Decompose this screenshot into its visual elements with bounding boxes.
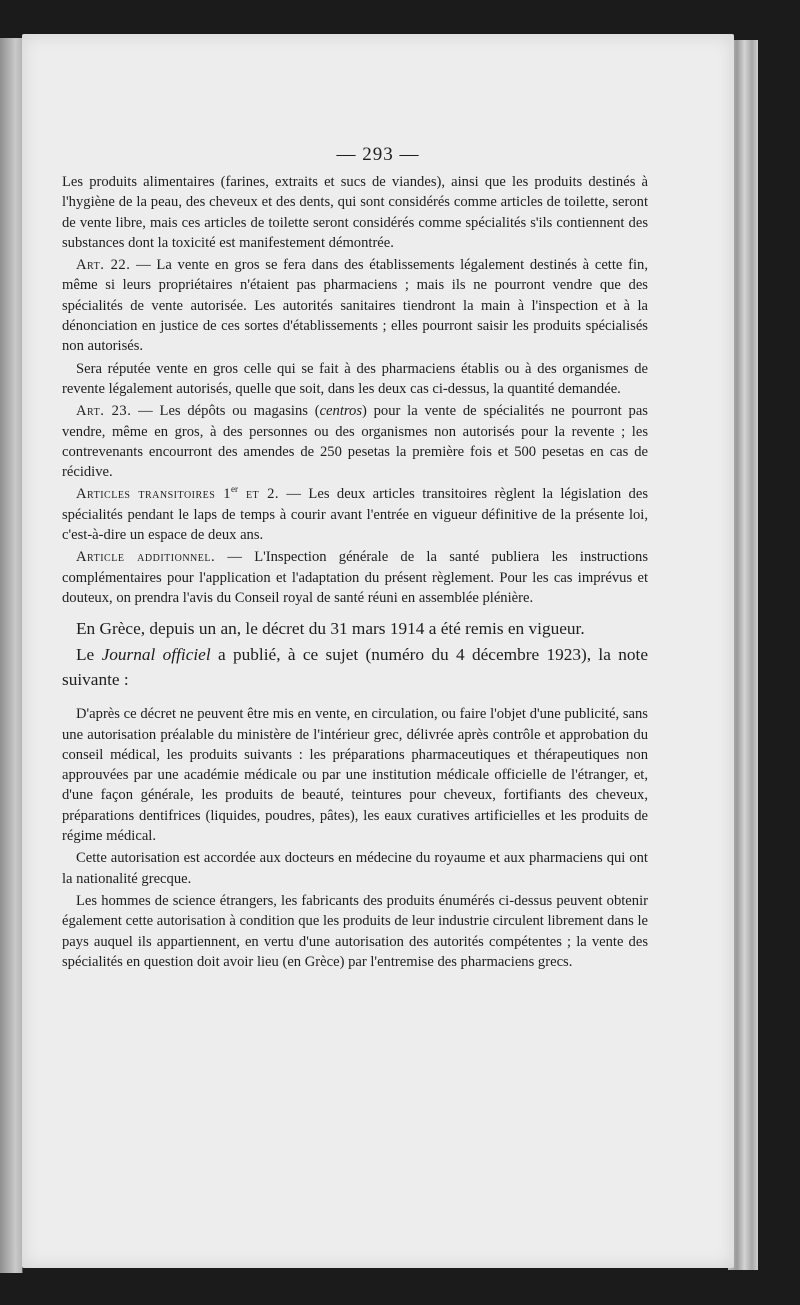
paragraph-art-22: Art. 22. — La vente en gros se fera dans des établissements légalement destinés à cette fin, même si leurs propriétaires n'étaient pas pharmaciens ; mais ils ne pourront vendre que des spécialités de vente autorisée. Les autorités sanitaires tiendront la main à l'inspection et à la dénonciation en justice de ces sortes d'établissements ; elles pourront saisir les produits spécialisés non autorisés. [62,257,648,355]
paragraph-journal-officiel: Le Journal officiel a publié, à ce sujet (numéro du 4 décembre 1923), la note suivante : [62,645,648,690]
paragraph-toilet-articles: Les produits alimentaires (farines, extraits et sucs de viandes), ainsi que les produits destinés à l'hygiène de la peau, des cheveux et des dents, qui sont considérés comme articles de toilette, seront de vente libre, mais ces articles de toilette seront considérés comme spécialités s'ils contiennent des substances dont la toxicité est manifestement démontrée. [62,174,648,251]
paragraph-authorization: Cette autorisation est accordée aux docteurs en médecine du royaume et aux pharmaciens qui ont la nationalité grecque. [62,850,648,887]
article-label: Art. 22. [76,257,131,274]
section-greece [62,616,648,692]
article-label: Art. 23. [76,403,132,420]
article-label: Articles transitoires 1 [76,486,232,503]
article-label: Article additionnel. [76,549,216,566]
page-number: — 293 — [336,144,420,165]
page-body [62,172,648,972]
paragraph-transitional-articles: Articles transitoires 1er et 2. — Les deux articles transitoires règlent la législation des spécialités pendant le laps de temps à courir avant l'entrée en vigueur définitive de la présente loi, c'est-à-dire un espace de deux ans. [62,484,648,544]
paragraph-decree-content: D'après ce décret ne peuvent être mis en vente, en circulation, ou faire l'objet d'une publicité, sans une autorisation préalable du ministère de l'intérieur grec, délivrée après contrôle et approbation du conseil médical, les produits suivants : les préparations pharmaceutiques et thérapeutiques non approuvées par une académie médicale ou par une institution médicale officielle de l'étranger, et, d'une façon générale, les produits de beauté, teintures pour cheveux, fortifiants des cheveux, préparations dentifrices (liquides, poudres, pâtes), les eaux curatives artificielles et les produits de régime médical. [62,706,648,845]
book-page [22,34,734,1268]
paragraph-greece-decree: En Grèce, depuis un an, le décret du 31 mars 1914 a été remis en vigueur. [76,619,585,639]
paragraph-foreign-manufacturers: Les hommes de science étrangers, les fabricants des produits énumérés ci-dessus peuvent obtenir également cette autorisation à condition que les produits de leur industrie circulent librement dans le pays auquel ils appartiennent, en vertu d'une autorisation des autorités compétentes ; la vente des spécialités en question doit avoir lieu (en Grèce) par l'entremise des pharmaciens grecs. [62,892,648,970]
paragraph-art-23: Art. 23. — Les dépôts ou magasins (centros) pour la vente de spécialités ne pourront pas vendre, même en gros, à des personnes ou des organismes non autorisés pour la revente ; les contrevenants encourront des amendes de 250 pesetas la première fois et 500 pesetas en cas de récidive. [62,403,648,481]
paragraph-wholesale-definition: Sera réputée vente en gros celle qui se fait à des pharmaciens établis ou à des organismes de revente légalement autorisés, quelle que soit, dans les deux cas ci-dessus, la quantité demandée. [62,360,648,397]
left-page-edge [0,38,23,1273]
paragraph-additional-article: Article additionnel. — L'Inspection générale de la santé publiera les instructions complémentaires pour l'application et l'adaptation du présent règlement. Pour les cas imprévus et douteux, on prendra l'avis du Conseil royal de santé réuni en assemblée plénière. [62,549,649,606]
section-regulation-articles [62,172,648,608]
section-greek-note [62,704,648,972]
